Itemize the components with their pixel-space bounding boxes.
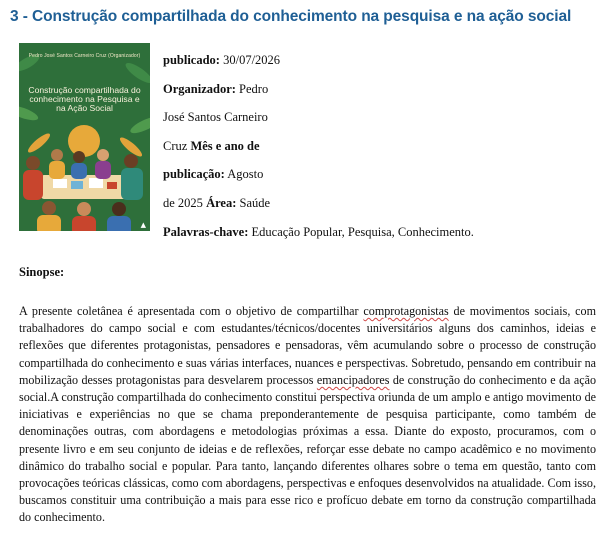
organizador-value-1: Pedro bbox=[239, 81, 269, 96]
area-label: Área: bbox=[206, 195, 237, 210]
cover-organizer-text: Pedro José Santos Carneiro Cruz (Organizador) bbox=[28, 53, 141, 59]
area-line bbox=[163, 189, 583, 218]
mes-ano-label-1: Mês e ano de bbox=[190, 138, 260, 153]
publicado-line bbox=[163, 46, 583, 75]
cover-title: Construção compartilhada do conhecimento na Pesquisa e na Ação Social bbox=[28, 85, 141, 113]
organizador-line-2 bbox=[163, 103, 583, 132]
sinopse-flagged-word-1: comprotagonistas bbox=[363, 304, 449, 318]
sinopse-label: Sinopse: bbox=[19, 265, 65, 279]
sinopse-part-3: de construção do conhecimento e da ação social.A construção compartilhada do conhecimento constitui perspectiva oriunda de um amplo e antigo movimento de iniciativas e experiências no que se chama preponderantemente de pesquisa participante, como também de denominações outras, com abordagens e metodologias próximas a essa. Diante do exposto, procuramos, com o presente livro e em seu conjunto de ideias e de reflexões, reforçar esse debate no campo acadêmico e no movimento dinâmico do trabalho social e popular. Para tanto, lançando diferentes olhares sobre o tema em questão, tanto com provocações teóricas clássicas, como com abordagens, perspectivas e enfoques desenvolvidos na atualidade. Com isso, buscamos constituir uma contribuição a mais para esse rico e profícuo debate em torno da construção compartilhada do conhecimento. bbox=[19, 372, 596, 525]
mes-ano-line bbox=[163, 160, 583, 189]
publicado-value: 30/07/2026 bbox=[223, 53, 281, 67]
mes-ano-value-1: Agosto bbox=[227, 167, 264, 182]
mes-ano-value-2: de 2025 bbox=[163, 195, 203, 210]
palavras-chave-value: Educação Popular, Pesquisa, Conhecimento. bbox=[251, 224, 474, 239]
organizador-line-3 bbox=[163, 132, 583, 161]
book-cover-image bbox=[19, 43, 150, 231]
page-title: 3 - Construção compartilhada do conhecimento na pesquisa e na ação social bbox=[10, 8, 572, 25]
organizador-value-3: Cruz bbox=[163, 138, 188, 153]
organizador-value-2: José Santos Carneiro bbox=[163, 110, 268, 125]
palavras-chave-line bbox=[163, 218, 583, 247]
publisher-logo-icon: ▲ bbox=[140, 221, 146, 229]
sinopse-part-2: de movimentos sociais, com trabalhadores do campo social e com estudantes/técnicos/docentes universitários alguns dos caminhos, ideias e reflexões que diferentes protagonistas, pensadores e pensadoras, vêm acumulando sobre o processo de construção compartilhada do conhecimento e suas várias interfaces, nuances e perspectivas. Sobretudo, pensando em contribuir na mobilização desses protagonistas para desvelarem processos bbox=[19, 304, 596, 387]
cover-illustration bbox=[19, 43, 150, 231]
publicado-label: publicado: bbox=[163, 53, 220, 67]
palavras-chave-label: Palavras-chave: bbox=[163, 224, 249, 239]
sinopse-text bbox=[19, 303, 596, 527]
organizador-line bbox=[163, 75, 583, 104]
area-value: Saúde bbox=[239, 195, 271, 210]
book-metadata bbox=[163, 46, 583, 246]
sinopse-part-1: A presente coletânea é apresentada com o objetivo de compartilhar bbox=[19, 304, 364, 318]
mes-ano-label-2: publicação: bbox=[163, 167, 225, 182]
sinopse-flagged-word-2: emancipadores bbox=[316, 372, 390, 387]
organizador-label: Organizador: bbox=[163, 81, 236, 96]
